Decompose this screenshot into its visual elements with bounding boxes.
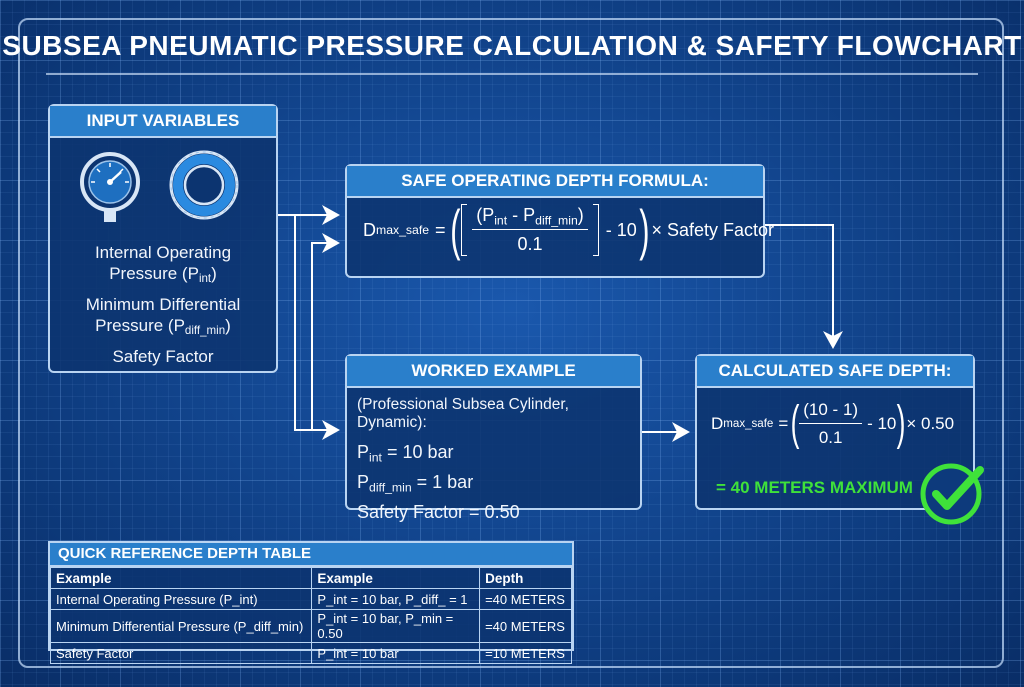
- formula-panel: [345, 164, 775, 278]
- example-context: (Professional Subsea Cylinder, Dynamic):: [357, 396, 569, 431]
- example-safety-factor: Safety Factor = 0.50: [357, 502, 520, 522]
- input-min-differential: Minimum Differential Pressure $(P_{diff\_min})$: [85, 295, 241, 338]
- table-cell: =40 METERS: [480, 610, 572, 643]
- col-header: Example: [312, 568, 480, 589]
- table-cell: =10 METERS: [480, 643, 572, 664]
- table-cell: Internal Operating Pressure (P_int): [51, 589, 312, 610]
- example-p-diff: $P_{diff\_min} = 1$ bar: [357, 472, 474, 495]
- table-row: [51, 610, 572, 643]
- table-cell: P_int = 10 bar, P_diff_ = 1: [312, 589, 480, 610]
- table-row: [51, 589, 572, 610]
- col-header: Example: [51, 568, 312, 589]
- table-cell: Safety Factor: [51, 643, 312, 664]
- table-row: [51, 643, 572, 664]
- formula-fraction: $\frac{(P_{int} - P_{diff\_min})}{0.1}$: [472, 205, 588, 255]
- example-p-int: $P_{int} = 10$ bar: [357, 442, 454, 465]
- col-header: Depth: [480, 568, 572, 589]
- pressure-gauge-icon: [78, 150, 148, 236]
- calculated-depth-header: CALCULATED SAFE DEPTH:: [697, 356, 973, 388]
- formula-header: SAFE OPERATING DEPTH FORMULA:: [347, 166, 763, 198]
- input-variables-header: INPUT VARIABLES: [50, 106, 276, 138]
- table-cell: P_int = 10 bar: [312, 643, 480, 664]
- worked-example-header: WORKED EXAMPLE: [347, 356, 640, 388]
- table-header-row: [51, 568, 572, 589]
- safe-depth-formula: D max_safe = ( $\frac{(P_{int} - P_{diff\_min})}{0.1}$ - 10 ) × Safety Factor: [363, 198, 775, 261]
- reference-table: [50, 567, 572, 664]
- page-title: SUBSEA PNEUMATIC PRESSURE CALCULATION & SAFETY FLOWCHART: [2, 30, 1022, 61]
- input-variables-panel: [48, 104, 278, 373]
- table-cell: Minimum Differential Pressure (P_diff_min): [51, 610, 312, 643]
- calculated-depth-formula: D max_safe = ( $\frac{(10 - 1)}{0.1}$ - 10 ) × 0.50: [711, 397, 955, 450]
- input-internal-pressure: Internal Operating Pressure $(P_{int})$: [94, 243, 232, 286]
- title-divider: [46, 73, 978, 75]
- input-safety-factor: Safety Factor: [112, 347, 214, 366]
- result-answer: = 40 METERS MAXIMUM: [716, 478, 913, 497]
- reference-table-title: QUICK REFERENCE DEPTH TABLE: [48, 541, 574, 567]
- checkmark-circle-icon: [918, 456, 992, 530]
- table-cell: P_int = 10 bar, P_min = 0.50: [312, 610, 480, 643]
- table-cell: =40 METERS: [480, 589, 572, 610]
- worked-example-panel: [345, 354, 642, 522]
- o-ring-seal-icon: [166, 147, 246, 227]
